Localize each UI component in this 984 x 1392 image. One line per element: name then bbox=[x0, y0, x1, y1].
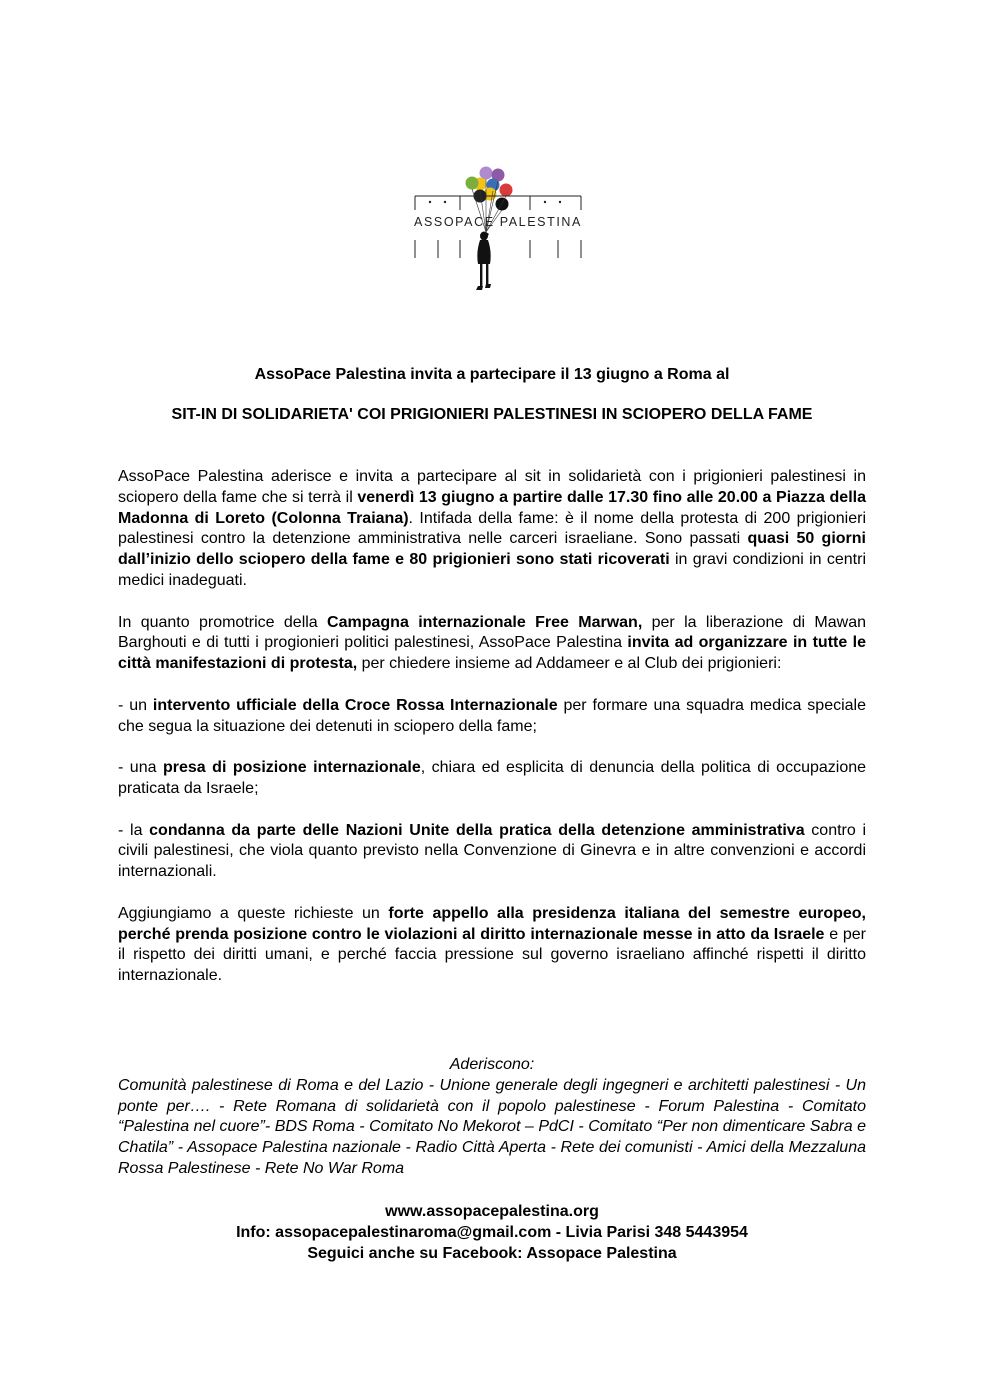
footer bbox=[118, 1201, 866, 1264]
balloon-girl-logo-icon bbox=[410, 160, 586, 300]
contact-info: Info: assopacepalestinaroma@gmail.com - Livia Parisi 348 5443954 bbox=[236, 1224, 748, 1241]
request-item-3: - la condanna da parte delle Nazioni Unite della pratica della detenzione amministrativa contro i civili palestinesi, che viola quanto previsto nella Convenzione di Ginevra e in altre convenzioni e accordi internazionali. bbox=[118, 821, 867, 881]
article-body bbox=[118, 467, 866, 1008]
page-title: AssoPace Palestina invita a partecipare il 13 giugno a Roma al bbox=[254, 366, 730, 383]
facebook-info: Seguici anche su Facebook: Assopace Palestina bbox=[307, 1245, 677, 1262]
adherents-list: Comunità palestinese di Roma e del Lazio - Unione generale degli ingegneri e architetti palestinesi - Un ponte per…. - Rete Romana di solidarietà con il popolo palestinese - Forum Palestina - Comitato “Palestina nel cuore”- BDS Roma - Comitato No Mekorot – PdCI - Comitato “Per non dimenticare Sabra e Chatila” - Assopace Palestina nazionale - Radio Città Aperta - Rete dei comunisti - Amici della Mezzaluna Rossa Palestinese - Rete No War Roma bbox=[118, 1076, 866, 1177]
paragraph-1: AssoPace Palestina aderisce e invita a partecipare al sit in solidarietà con i prigionieri palestinesi in sciopero della fame che si terrà il venerdì 13 giugno a partire dalle 17.30 fino alle 20.00 a Piazza della Madonna di Loreto (Colonna Traiana). Intifada della fame: è il nome della protesta di 200 prigionieri palestinesi contro la detenzione amministrativa nelle carceri israeliane. Sono passati quasi 50 giorni dall’inizio dello sciopero della fame e 80 prigionieri sono stati ricoverati in gravi condizioni in centri medici inadeguati. bbox=[118, 468, 867, 589]
website-link[interactable]: www.assopacepalestina.org bbox=[385, 1203, 599, 1220]
adherents-title: Aderiscono: bbox=[449, 1056, 535, 1073]
logo-text: ASSOPACE PALESTINA bbox=[414, 215, 582, 229]
request-item-2: - una presa di posizione internazionale, chiara ed esplicita di denuncia della politica di occupazione praticata da Israele; bbox=[118, 759, 867, 797]
paragraph-2: In quanto promotrice della Campagna internazionale Free Marwan, per la liberazione di Mawan Barghouti e di tutti i progionieri politici palestinesi, AssoPace Palestina invita ad organizzare in tutte le città manifestazioni di protesta, per chiedere insieme ad Addameer e al Club dei prigionieri: bbox=[118, 613, 866, 673]
adherents-section bbox=[118, 1055, 866, 1180]
assopace-logo bbox=[410, 160, 586, 300]
paragraph-appeal: Aggiungiamo a queste richieste un forte appello alla presidenza italiana del semestre europeo, perché prenda posizione contro le violazioni al diritto internazionale messe in atto da Israele e per il rispetto dei diritti umani, e perché faccia pressione sul governo israeliano affinché rispetti il diritto internazionale. bbox=[118, 904, 867, 985]
request-item-1: - un intervento ufficiale della Croce Rossa Internazionale per formare una squadra medica speciale che segua la situazione dei detenuti in sciopero della fame; bbox=[118, 696, 867, 735]
page-subtitle: SIT-IN DI SOLIDARIETA' COI PRIGIONIERI PALESTINESI IN SCIOPERO DELLA FAME bbox=[171, 406, 813, 423]
